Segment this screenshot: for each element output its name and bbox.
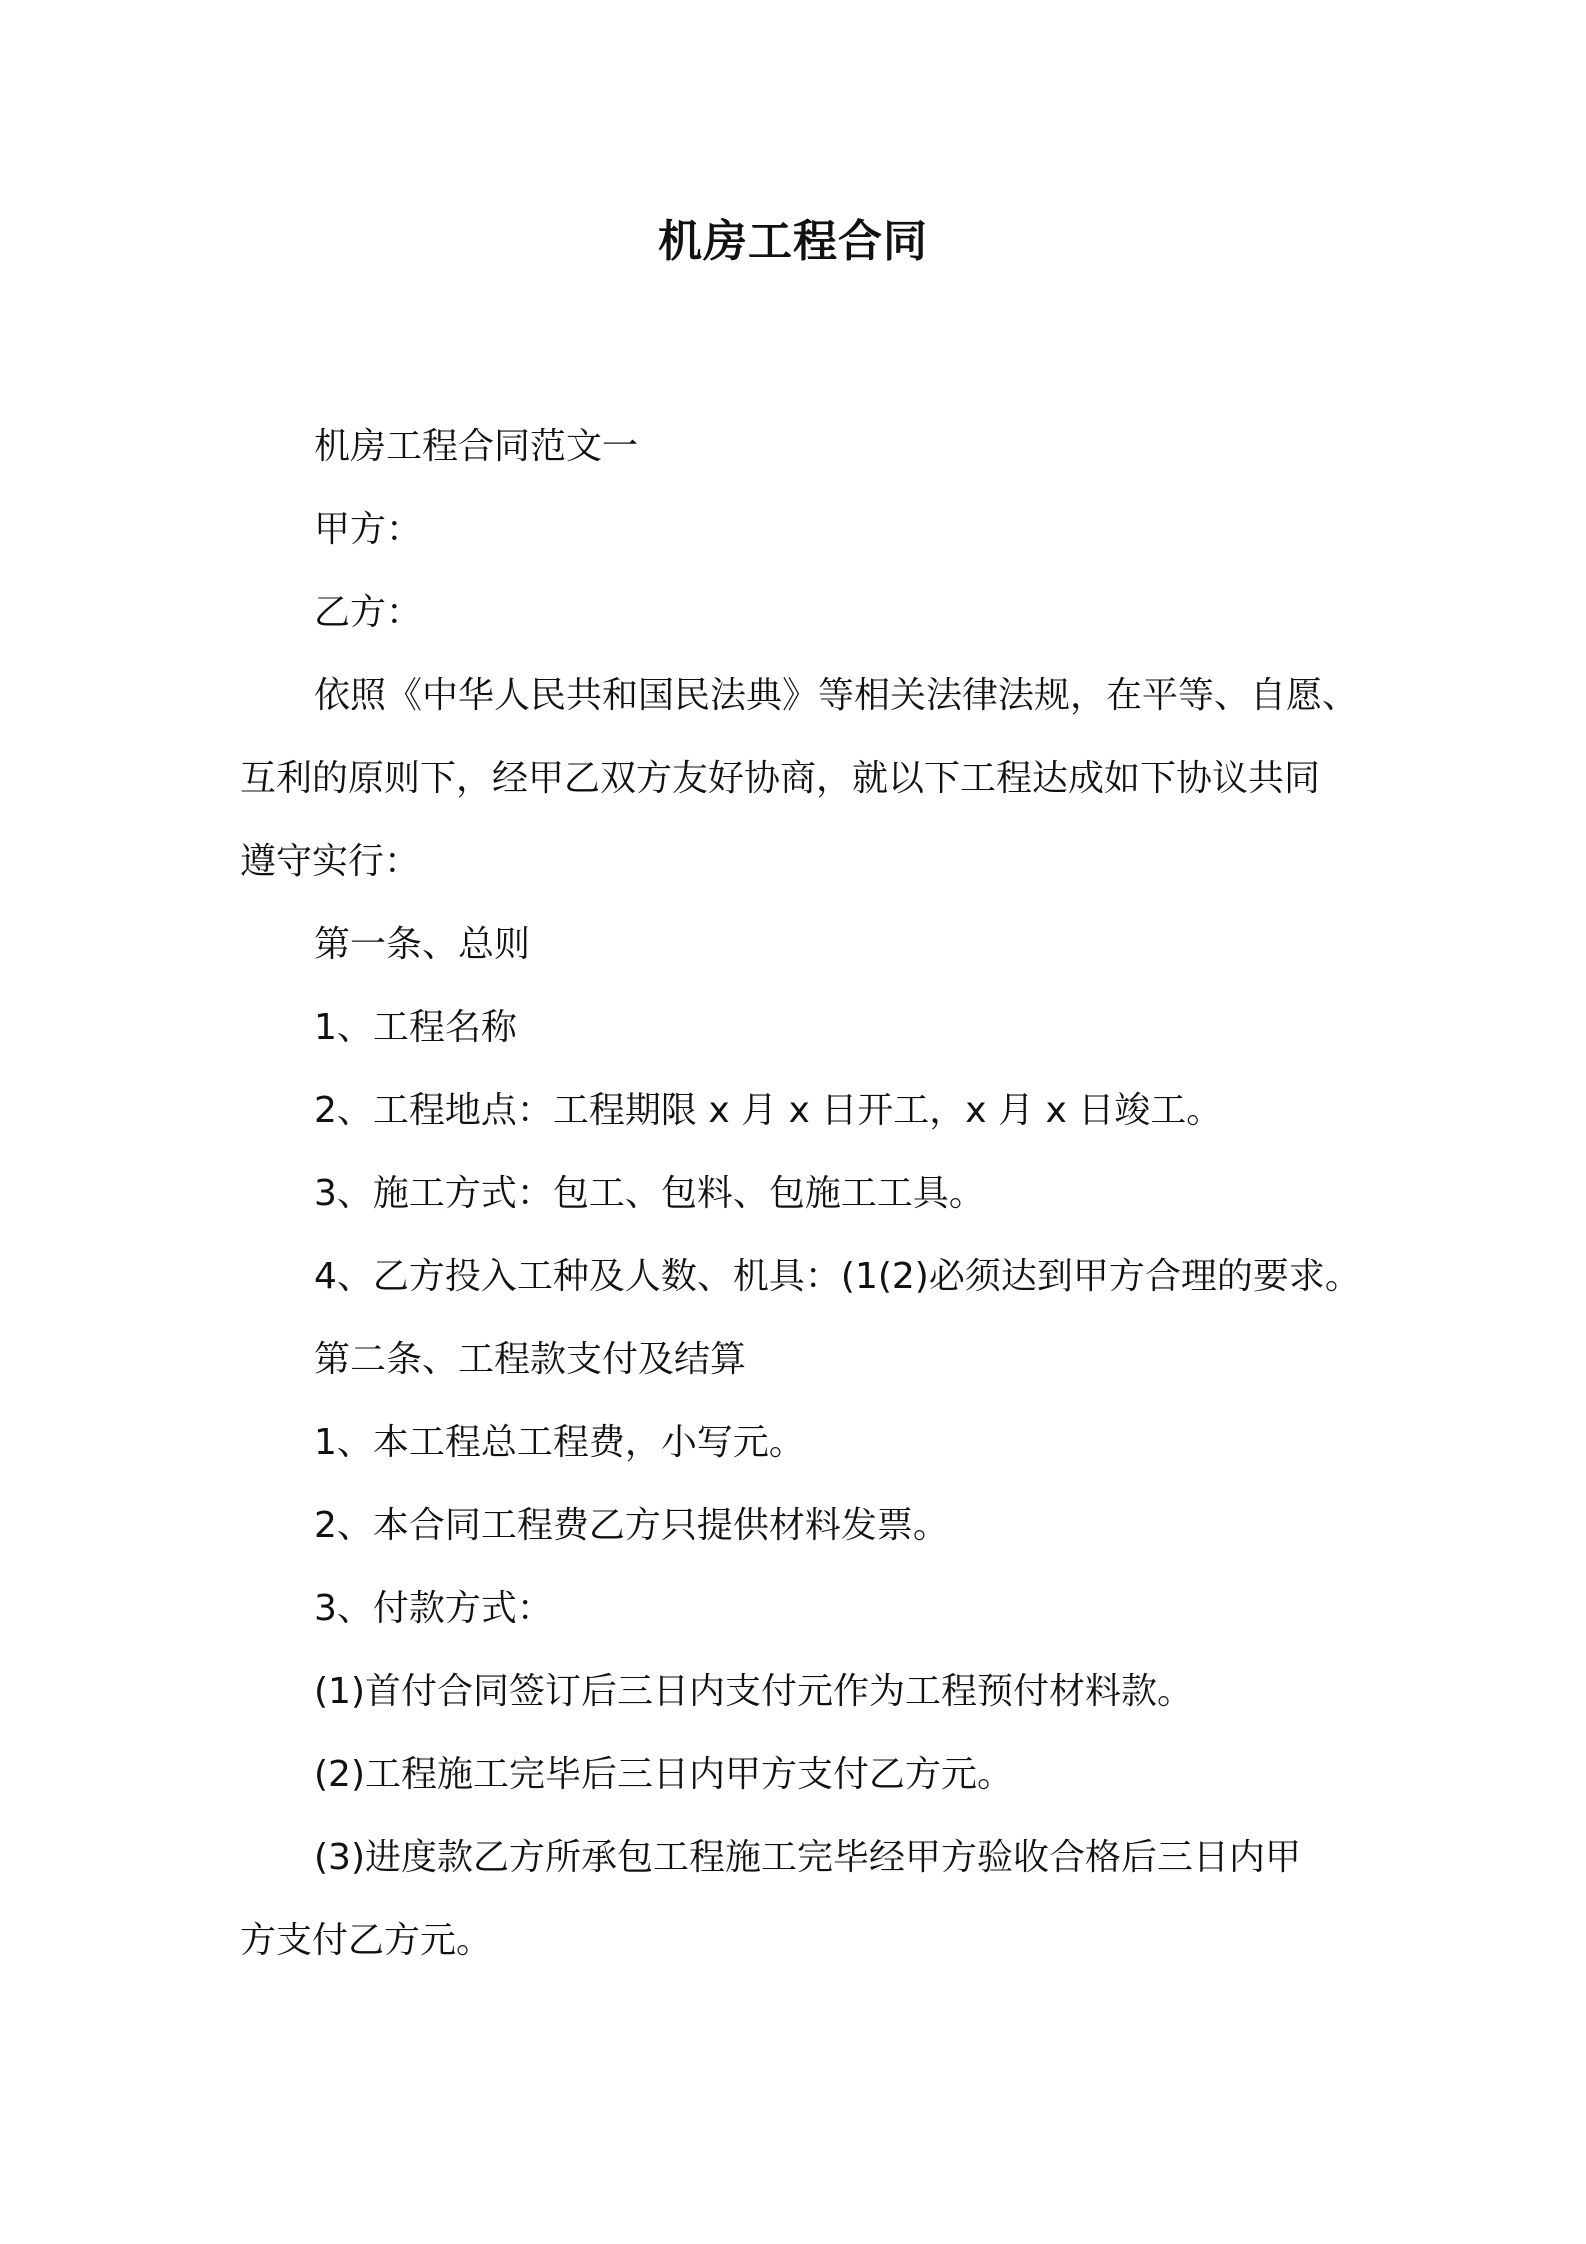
clause-labor-and-equipment — [240, 1235, 1361, 1318]
paragraph-contract-sample-heading — [240, 405, 1352, 488]
paragraph-party-b — [240, 571, 1352, 654]
payment-item-1 — [240, 1650, 1352, 1733]
paragraph-line: 互利的原则下，经甲乙双方友好协商，就以下工程达成如下协议共同 — [240, 758, 1321, 799]
document-title: 机房工程合同 — [658, 216, 928, 267]
paragraph-line: (2)工程施工完毕后三日内甲方支付乙方元。 — [314, 1754, 1013, 1795]
paragraph-line: 方支付乙方元。 — [240, 1920, 493, 1961]
paragraph-line: 依照《中华人民共和国民法典》等相关法律法规，在平等、自愿、 — [314, 675, 1359, 716]
paragraph-line: (3)进度款乙方所承包工程施工完毕经甲方验收合格后三日内甲 — [314, 1837, 1301, 1878]
clause-total-cost — [240, 1401, 1352, 1484]
paragraph-line: 甲方： — [314, 509, 423, 550]
paragraph-line: 1、工程名称 — [314, 1007, 517, 1048]
paragraph-line: 3、施工方式：包工、包料、包施工工具。 — [314, 1173, 985, 1214]
clause-project-name — [240, 986, 1352, 1069]
clause-invoice — [240, 1484, 1352, 1567]
paragraph-line: 4、乙方投入工种及人数、机具：(1(2)必须达到甲方合理的要求。 — [314, 1256, 1361, 1297]
clause-payment-method — [240, 1567, 1352, 1650]
paragraph-line: 2、工程地点：工程期限 x 月 x 日开工，x 月 x 日竣工。 — [314, 1090, 1223, 1131]
paragraph-line: (1)首付合同签订后三日内支付元作为工程预付材料款。 — [314, 1671, 1193, 1712]
paragraph-preamble — [240, 654, 1359, 903]
paragraph-line: 3、付款方式： — [314, 1588, 553, 1629]
paragraph-party-a — [240, 488, 1352, 571]
paragraph-line: 乙方： — [314, 592, 423, 633]
clause-project-location — [240, 1069, 1352, 1152]
document-body — [240, 405, 1361, 1982]
article-one-heading — [240, 903, 1352, 986]
paragraph-line: 机房工程合同范文一 — [314, 426, 639, 467]
article-two-heading — [240, 1318, 1352, 1401]
payment-item-2 — [240, 1733, 1352, 1816]
paragraph-line: 遵守实行： — [240, 841, 421, 882]
paragraph-line: 1、本工程总工程费，小写元。 — [314, 1422, 805, 1463]
paragraph-line: 2、本合同工程费乙方只提供材料发票。 — [314, 1505, 949, 1546]
paragraph-line: 第一条、总则 — [314, 924, 531, 965]
clause-construction-method — [240, 1152, 1352, 1235]
payment-item-3 — [240, 1816, 1352, 1982]
paragraph-line: 第二条、工程款支付及结算 — [314, 1339, 747, 1380]
